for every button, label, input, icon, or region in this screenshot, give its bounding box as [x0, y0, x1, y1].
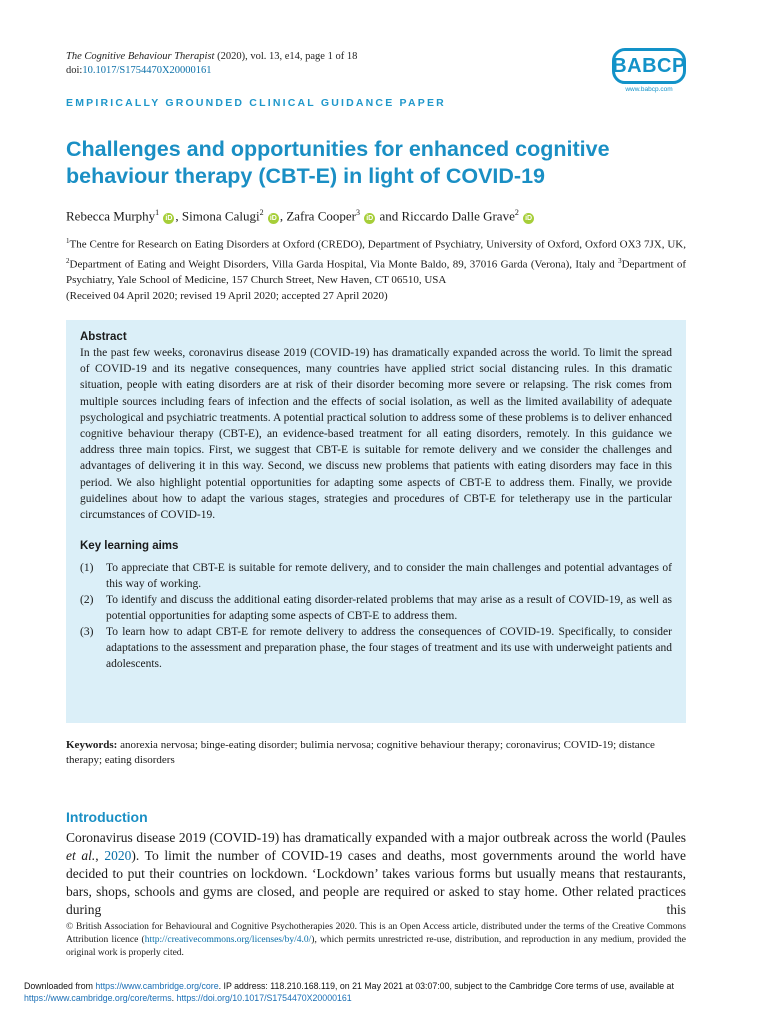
key-aim-number: (2) — [80, 594, 94, 607]
author-affil-sup: 2 — [259, 208, 264, 217]
introduction-text — [66, 829, 686, 919]
abstract-box — [66, 320, 686, 723]
download-text: Downloaded from — [24, 981, 96, 991]
abstract-text: In the past few weeks, coronavirus disease 2019 (COVID-19) has dramatically expanded across the world. To limit the spread of COVID-19 and its negative consequences, many countries have applied strict social distancing rules. In this dramatic situation, people with eating disorders are at risk of their disorder becoming more severe or relapsing. The risk comes from multiple sources including fears of infection and the effects of social isolation, as well as the limited availability of adequate psychological and psychiatric treatments. A potential practical solution to address some of these problems is to deliver enhanced cognitive behaviour therapy (CBT-E), an evidence-based treatment for all eating disorders, remotely. In this guidance we address three main topics. First, we suggest that CBT-E is suitable for remote delivery and we consider the challenges and advantages of delivering it in this way. Second, we discuss new problems that patients with eating disorders may face in this period. We also highlight potential opportunities for adapting some aspects of CBT-E to address them. Finally, we provide guidelines about how to adapt the various stages, strategies and procedures of CBT-E for teletherapy use in the particular circumstances of COVID-19. — [80, 347, 672, 522]
copyright-text: © British Association for Behavioural and Cognitive Psychotherapies 2020. This is an Open Access article, distributed under the terms of the Creative Commons Attribution licence ( — [66, 922, 686, 945]
orcid-icon[interactable]: iD — [525, 215, 533, 223]
author-affil-sup: 1 — [155, 208, 160, 217]
key-aim-item — [80, 592, 672, 624]
license-link[interactable]: http://creativecommons.org/licenses/by/4.0/ — [144, 935, 312, 945]
author-name[interactable]: Rebecca Murphy — [66, 208, 156, 224]
cambridge-core-link[interactable]: https://www.cambridge.org/core — [95, 981, 219, 991]
received-dates: (Received 04 April 2020; revised 19 April 2020; accepted 27 April 2020) — [66, 290, 388, 302]
article-title: Challenges and opportunities for enhanced cognitive behaviour therapy (CBT-E) in light of COVID-19 — [66, 137, 610, 188]
key-aims-heading: Key learning aims — [80, 540, 179, 553]
introduction-heading: Introduction — [66, 809, 148, 825]
journal-citation — [66, 50, 357, 64]
copyright-text: ), which permits unrestricted re-use, distribution, and reproduction in any medium, provided the original work is properly cited. — [66, 935, 686, 958]
download-text: . — [171, 993, 177, 1003]
key-aim-item — [80, 624, 672, 672]
keywords — [66, 738, 686, 768]
affiliation-text: Department of Psychiatry, Yale School of Medicine, 157 Church Street, New Haven, CT 06510, USA — [66, 258, 686, 287]
orcid-icon[interactable]: iD — [269, 215, 277, 223]
author-separator: , — [175, 208, 182, 224]
affiliation-text: Department of Eating and Weight Disorders, Villa Garda Hospital, Via Monte Baldo, 89, 37016 Garda (Verona), Italy and — [69, 258, 619, 271]
key-aim-item — [80, 560, 672, 592]
affiliations — [66, 233, 686, 288]
intro-text-part: , — [95, 848, 105, 863]
doi-prefix: doi: — [66, 65, 83, 76]
intro-text-part: ). To limit the number of COVID-19 cases and deaths, most governments around the world have decided to put their countries on lockdown. ‘Lockdown’ takes various forms but usually means that restaurants, bars, shops, schools and gyms are closed, and people are required or asked to stay home. Other related practices during this — [66, 848, 687, 917]
citation-link[interactable]: 2020 — [104, 848, 132, 863]
intro-text-part: Coronavirus disease 2019 (COVID-19) has dramatically expanded with a major outbreak across the world (Paules — [66, 830, 686, 845]
author-name[interactable]: Riccardo Dalle Grave — [401, 208, 515, 224]
babcp-logo-mark: BABCP — [612, 48, 686, 84]
author-affil-sup: 2 — [514, 208, 519, 217]
doi-url-link[interactable]: https://doi.org/10.1017/S1754470X20000161 — [176, 993, 352, 1003]
keywords-label: Keywords: — [66, 739, 118, 751]
key-aim-text: To learn how to adapt CBT-E for remote delivery to address the consequences of COVID-19. Specifically, to consider adaptations to the assessment and preparation phase, the four stages of treatment and its use with underweight patients and adolescents. — [106, 626, 672, 671]
keywords-list: anorexia nervosa; binge-eating disorder; bulimia nervosa; cognitive behaviour therapy; coronavirus; COVID-19; distance therapy; eating disorders — [66, 739, 655, 766]
affiliation-sup: 2 — [66, 256, 70, 265]
terms-link[interactable]: https://www.cambridge.org/core/terms — [24, 993, 172, 1003]
affiliation-sup: 3 — [618, 256, 622, 265]
doi-line — [66, 64, 357, 78]
doi-link[interactable]: 10.1017/S1754470X20000161 — [82, 65, 212, 76]
copyright-notice — [66, 921, 686, 960]
abstract-heading: Abstract — [80, 331, 127, 343]
key-aim-text: To appreciate that CBT-E is suitable for remote delivery, and to consider the main challenges and potential advantages of this way of working. — [106, 562, 672, 591]
orcid-icon[interactable]: iD — [165, 215, 173, 223]
affiliation-text: The Centre for Research on Eating Disorders at Oxford (CREDO), Department of Psychiatry, University of Oxford, Oxford OX3 7JX, UK, — [69, 238, 686, 251]
author-separator: , — [279, 208, 287, 224]
journal-meta — [66, 50, 357, 78]
author-name[interactable]: Simona Calugi — [181, 208, 260, 224]
journal-details: (2020), vol. 13, e14, page 1 of 18 — [214, 51, 358, 62]
journal-title: The Cognitive Behaviour Therapist — [66, 51, 215, 62]
intro-et-al: et al. — [66, 848, 96, 863]
key-aim-number: (1) — [80, 562, 94, 575]
key-aim-text: To identify and discuss the additional eating disorder-related problems that may arise as a result of COVID-19, as well as potential opportunities for adapting some aspects of CBT-E to address them. — [106, 594, 672, 623]
babcp-logo[interactable] — [612, 48, 690, 96]
download-notice — [24, 980, 748, 1004]
author-conjunction: and — [376, 208, 402, 224]
author-name[interactable]: Zafra Cooper — [286, 208, 356, 224]
orcid-icon[interactable]: iD — [366, 215, 374, 223]
author-affil-sup: 3 — [355, 208, 360, 217]
author-list — [66, 205, 535, 224]
babcp-logo-url: www.babcp.com — [625, 86, 673, 93]
section-label: EMPIRICALLY GROUNDED CLINICAL GUIDANCE PAPER — [66, 97, 446, 109]
key-aim-number: (3) — [80, 626, 94, 639]
affiliation-sup: 1 — [66, 237, 70, 245]
download-text: . IP address: 118.210.168.119, on 21 May 2021 at 03:07:00, subject to the Cambridge Core terms of use, available at — [218, 981, 674, 991]
